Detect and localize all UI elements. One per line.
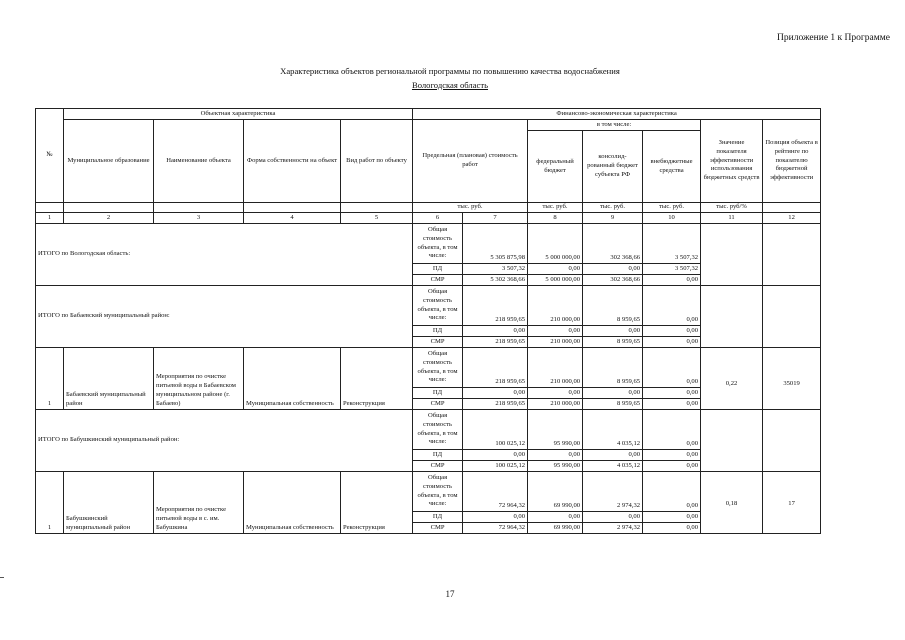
page-number: 17: [445, 589, 455, 599]
table-row: СМР 5 302 368,66 5 000 000,00 302 368,66 0,00: [36, 275, 821, 286]
object-work-type: Реконструкция: [341, 472, 413, 534]
table-row: 1 Бабушкинский муниципальный район Мероприятия по очистке питьевой воды в с. им. Бабушкина Муниципальная собственность Реконструкция Общая стоимость объекта, в том числе: 72 964,32 69 990,00 2 974,32 0,00 0,18 17: [36, 472, 821, 512]
col-number: 3: [154, 213, 244, 224]
col-number: 12: [763, 213, 821, 224]
table-row: СМР 218 959,65 210 000,00 8 959,65 0,00: [36, 399, 821, 410]
col-number: 8: [528, 213, 583, 224]
object-ownership: Муниципальная собственность: [244, 472, 341, 534]
object-name: Мероприятия по очистке питьевой воды в Бабаевском муниципальном районе (г. Бабаево): [154, 348, 244, 410]
header-finance-group: Финансово-экономическая характеристика: [413, 109, 821, 120]
table-row: СМР 218 959,65 210 000,00 8 959,65 0,00: [36, 337, 821, 348]
col-number: 11: [701, 213, 763, 224]
object-name: Мероприятия по очистке питьевой воды в с. им. Бабушкина: [154, 472, 244, 534]
object-ownership: Муниципальная собственность: [244, 348, 341, 410]
header-num: №: [36, 109, 64, 203]
header-consolidated: консолид- рованный бюджет субъекта РФ: [583, 131, 643, 203]
unit-efficiency: тыс. руб/%: [701, 203, 763, 213]
header-object-group: Объектная характеристика: [64, 109, 413, 120]
efficiency-value: 0,22: [701, 348, 763, 410]
header-including: в том числе:: [528, 120, 701, 131]
object-work-type: Реконструкция: [341, 348, 413, 410]
header-work-type: Вид работ по объекту: [341, 120, 413, 203]
unit-cost: тыс. руб.: [413, 203, 528, 213]
object-municipality: Бабаевский муниципальный район: [64, 348, 154, 410]
unit-extra: тыс. руб.: [643, 203, 701, 213]
table-row: ПД 0,00 0,00 0,00 0,00: [36, 450, 821, 461]
program-objects-table: [35, 108, 821, 534]
header-row-including: [36, 120, 821, 131]
col-number: 9: [583, 213, 643, 224]
table-row: 1 Бабаевский муниципальный район Мероприятия по очистке питьевой воды в Бабаевском муниципальном районе (г. Бабаево) Муниципальная собственность Реконструкция Общая стоимость объекта, в том числе: 218 959,65 210 000,00 8 959,65 0,00 0,22 35019: [36, 348, 821, 388]
col-number: 2: [64, 213, 154, 224]
table-row: ИТОГО по Бабаевский муниципальный район: Общая стоимость объекта, в том числе: 218 959,65 210 000,00 8 959,65 0,00: [36, 286, 821, 326]
col-number: 10: [643, 213, 701, 224]
unit-federal: тыс. руб.: [528, 203, 583, 213]
header-row-units: [36, 203, 821, 213]
efficiency-value: 0,18: [701, 472, 763, 534]
rating-position: 17: [763, 472, 821, 534]
table-row: ПД 0,00 0,00 0,00 0,00: [36, 512, 821, 523]
header-cost: Предельная (плановая) стоимость работ: [413, 120, 528, 203]
table-row: ИТОГО по Бабушкинский муниципальный район: Общая стоимость объекта, в том числе: 100 025,12 95 990,00 4 035,12 0,00: [36, 410, 821, 450]
table-row: СМР 72 964,32 69 990,00 2 974,32 0,00: [36, 523, 821, 534]
margin-mark: [0, 577, 4, 578]
rating-position: 35019: [763, 348, 821, 410]
appendix-reference: Приложение 1 к Программе: [777, 33, 890, 43]
table-row: ИТОГО по Вологодская область: Общая стоимость объекта, в том числе: 5 305 875,98 5 000 000,00 302 368,66 3 507,32: [36, 224, 821, 264]
col-number: 7: [463, 213, 528, 224]
table-row: ПД 0,00 0,00 0,00 0,00: [36, 326, 821, 337]
col-number: 6: [413, 213, 463, 224]
col-number: 5: [341, 213, 413, 224]
total-babushkinsky-label: ИТОГО по Бабушкинский муниципальный район:: [36, 410, 413, 472]
document-title: Характеристика объектов региональной программы по повышению качества водоснабжения: [280, 66, 620, 76]
table-row: СМР 100 025,12 95 990,00 4 035,12 0,00: [36, 461, 821, 472]
total-region-label: ИТОГО по Вологодская область:: [36, 224, 413, 286]
header-ownership: Форма собственности на объект: [244, 120, 341, 203]
header-object-name: Наименование объекта: [154, 120, 244, 203]
column-numbers-row: [36, 213, 821, 224]
object-municipality: Бабушкинский муниципальный район: [64, 472, 154, 534]
header-municipality: Муниципальное образование: [64, 120, 154, 203]
header-extra: внебюджетные средства: [643, 131, 701, 203]
header-federal: федеральный бюджет: [528, 131, 583, 203]
col-number: 1: [36, 213, 64, 224]
table-row: ПД 3 507,32 0,00 0,00 3 507,32: [36, 264, 821, 275]
total-babaevsky-label: ИТОГО по Бабаевский муниципальный район:: [36, 286, 413, 348]
header-position: Позиция объекта в рейтинге по показателю бюджетной эффективности: [763, 120, 821, 203]
table-row: ПД 0,00 0,00 0,00 0,00: [36, 388, 821, 399]
header-row-groups: [36, 109, 821, 120]
header-efficiency: Значение показателя эффективности использования бюджетных средств: [701, 120, 763, 203]
unit-consolidated: тыс. руб.: [583, 203, 643, 213]
region-name: Вологодская область: [411, 80, 489, 90]
col-number: 4: [244, 213, 341, 224]
